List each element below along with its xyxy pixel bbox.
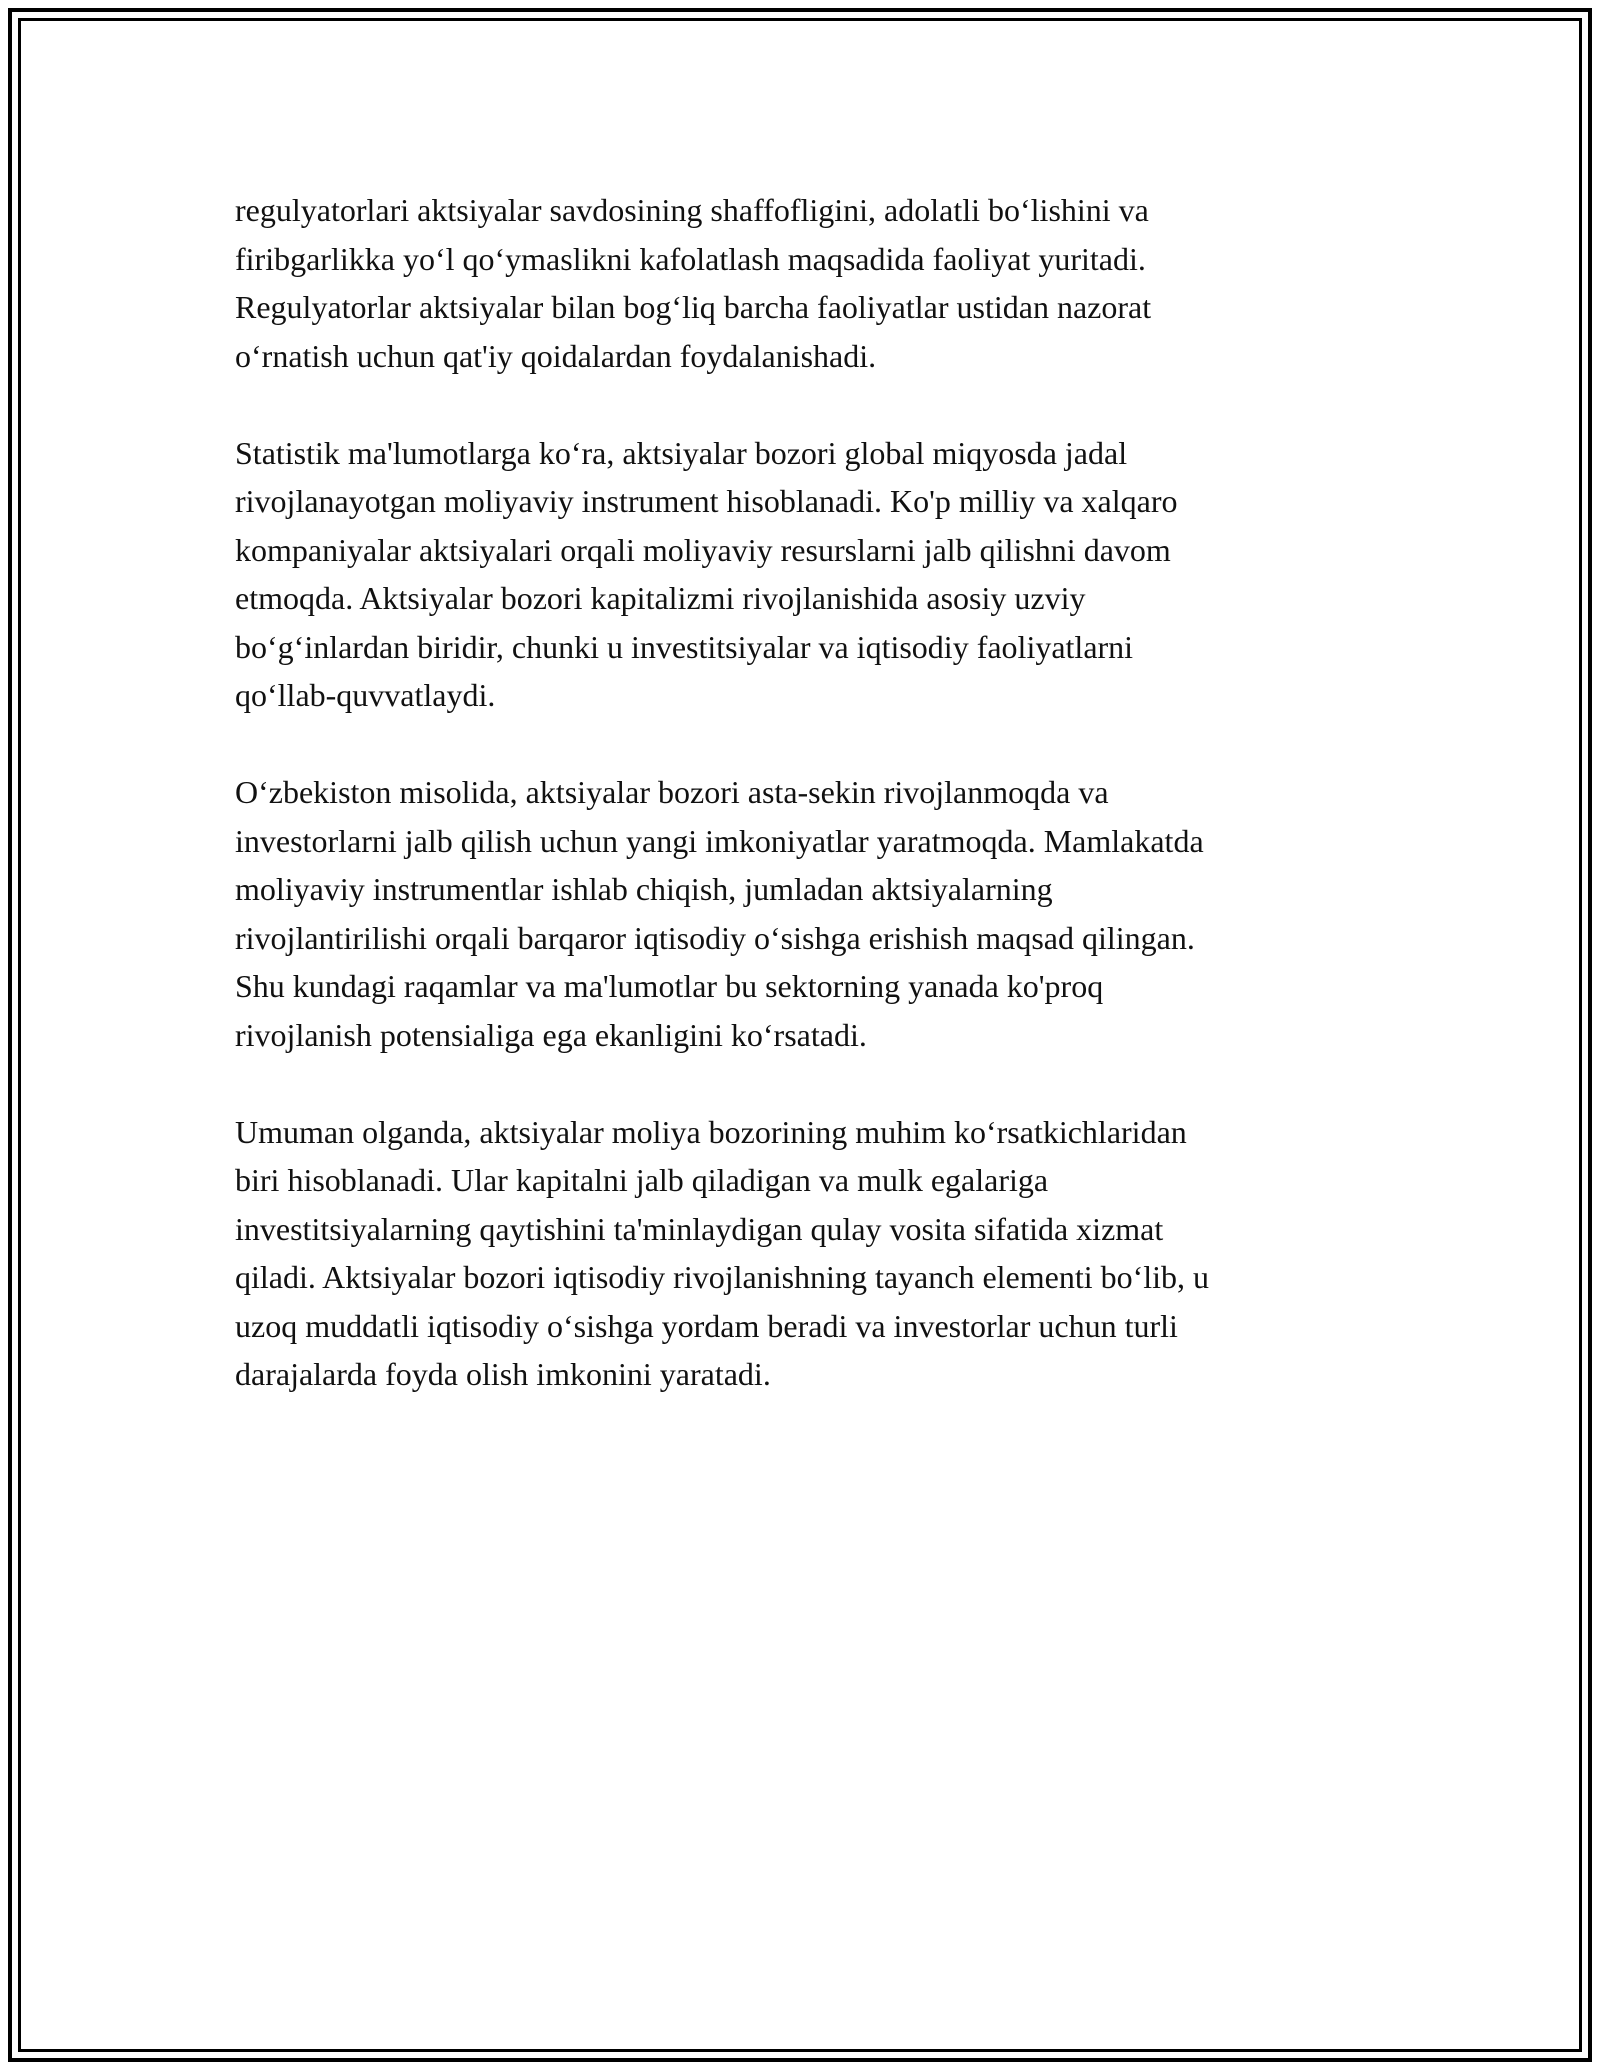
text-line: qiladi. Aktsiyalar bozori iqtisodiy rivojlanishning tayanch elementi bo‘lib, u — [235, 1259, 1210, 1295]
paragraph — [235, 768, 1365, 1059]
text-line: Statistik ma'lumotlarga ko‘ra, aktsiyalar bozori global miqyosda jadal — [235, 434, 1128, 471]
paragraph — [235, 1108, 1365, 1399]
document-body — [235, 186, 1365, 1447]
text-line: etmoqda. Aktsiyalar bozori kapitalizmi rivojlanishida asosiy uzviy — [235, 580, 1086, 616]
text-line: kompaniyalar aktsiyalari orqali moliyaviy resurslarni jalb qilishni davom — [235, 531, 1171, 568]
text-line: qo‘llab-quvvatlaydi. — [235, 677, 496, 713]
text-line: darajalarda foyda olish imkonini yaratadi. — [235, 1356, 771, 1392]
paragraph — [235, 429, 1365, 720]
text-line: moliyaviy instrumentlar ishlab chiqish, jumladan aktsiyalarning — [235, 871, 1053, 907]
text-line: rivojlanayotgan moliyaviy instrument hisoblanadi. Ko'p milliy va xalqaro — [235, 483, 1178, 519]
text-line: firibgarlikka yo‘l qo‘ymaslikni kafolatlash maqsadida faoliyat yuritadi. — [235, 240, 1146, 277]
paragraph — [235, 186, 1365, 380]
text-line: O‘zbekiston misolida, aktsiyalar bozori asta-sekin rivojlanmoqda va — [235, 774, 1109, 810]
text-line: Regulyatorlar aktsiyalar bilan bog‘liq barcha faoliyatlar ustidan nazorat — [235, 289, 1152, 325]
text-line: investitsiyalarning qaytishini ta'minlaydigan qulay vosita sifatida xizmat — [235, 1210, 1164, 1247]
text-line: uzoq muddatli iqtisodiy o‘sishga yordam beradi va investorlar uchun turli — [235, 1307, 1178, 1344]
text-line: rivojlantirilishi orqali barqaror iqtisodiy o‘sishga erishish maqsad qilingan. — [235, 919, 1195, 956]
text-line: o‘rnatish uchun qat'iy qoidalardan foydalanishadi. — [235, 337, 877, 374]
text-line: Shu kundagi raqamlar va ma'lumotlar bu sektorning yanada ko'proq — [235, 968, 1104, 1004]
text-line: rivojlanish potensialiga ega ekanligini ko‘rsatadi. — [235, 1016, 867, 1053]
text-line: Umuman olganda, aktsiyalar moliya bozorining muhim ko‘rsatkichlaridan — [235, 1113, 1187, 1150]
text-line: bo‘g‘inlardan biridir, chunki u investitsiyalar va iqtisodiy faoliyatlarni — [235, 628, 1134, 665]
text-line: investorlarni jalb qilish uchun yangi imkoniyatlar yaratmoqda. Mamlakatda — [235, 822, 1204, 859]
text-line: biri hisoblanadi. Ular kapitalni jalb qiladigan va mulk egalariga — [235, 1162, 1049, 1198]
text-line: regulyatorlari aktsiyalar savdosining shaffofligini, adolatli bo‘lishini va — [235, 192, 1149, 228]
